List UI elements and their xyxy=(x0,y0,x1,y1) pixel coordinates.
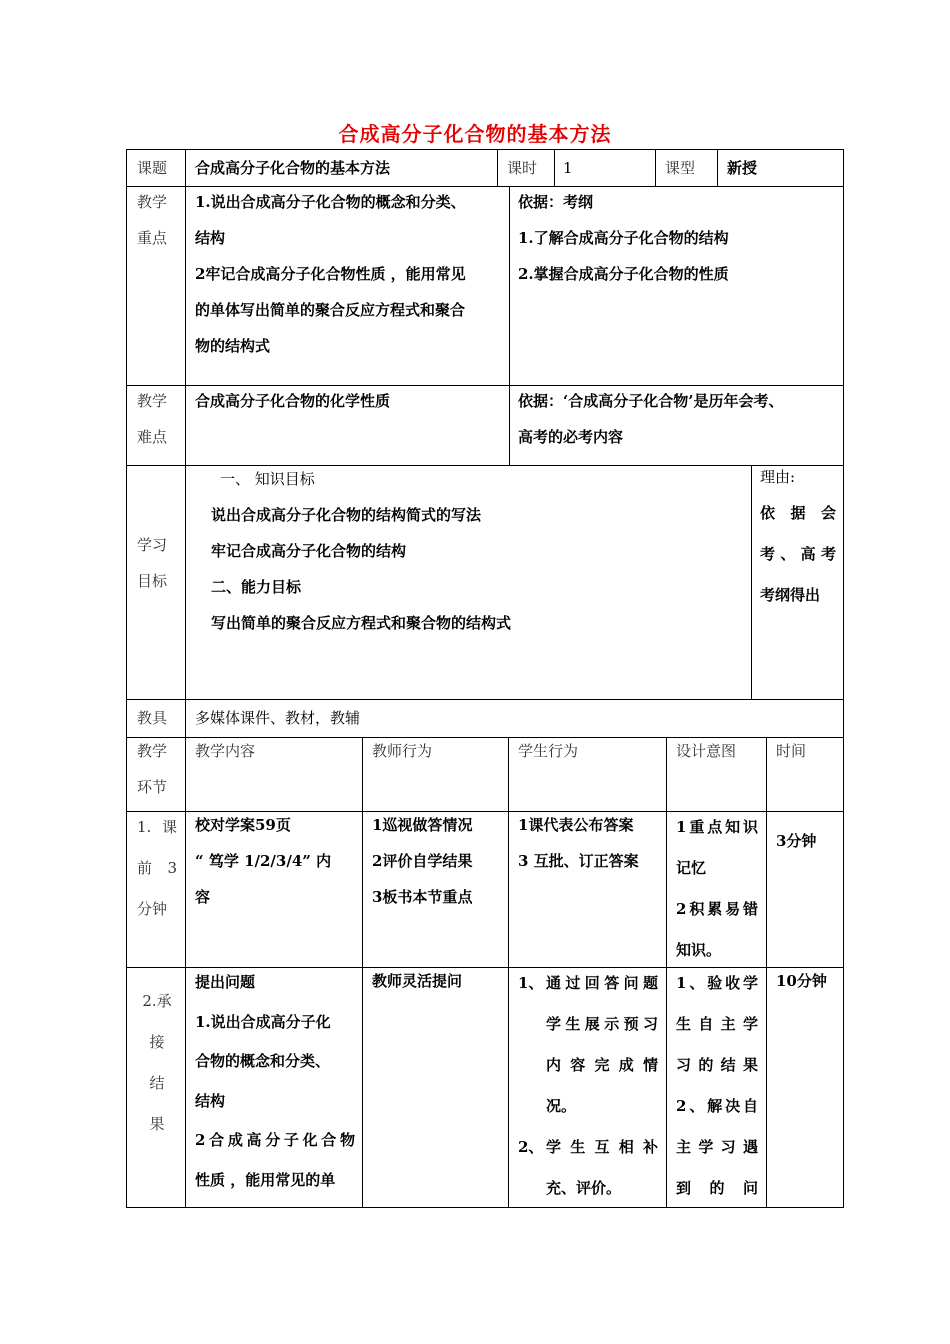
difficulties-content: 合成高分子化合物的化学性质 xyxy=(195,392,391,410)
step1-time: 3分钟 xyxy=(776,832,817,850)
step2-student-numbers: 1、 2、 xyxy=(518,974,544,1156)
difficulties-label: 教学 难点 xyxy=(137,392,168,446)
step2-teacher: 教师灵活提问 xyxy=(372,972,463,990)
period-value: 1 xyxy=(563,159,573,177)
step2-intent: 1、验收学 生自主学 习的结果 2、解决自 主学习遇 到的问 xyxy=(676,974,758,1197)
key-points-label: 教学 重点 xyxy=(137,193,168,247)
step1-teacher: 1巡视做答情况 2评价自学结果 3板书本节重点 xyxy=(372,816,473,906)
step1-student: 1课代表公布答案 3 互批、订正答案 xyxy=(518,816,639,870)
step1-stage: 1. 课 前 3 分钟 xyxy=(137,818,177,918)
goals-reason: 理由: 依据会 考、高考 考纲得出 xyxy=(760,468,836,604)
step2-content: 提出问题 1.说出合成高分子化 合物的概念和分类、 结构 2合成高分子化合物 性质 ，能用常见的单 xyxy=(195,973,355,1189)
subject-value: 合成高分子化合物的基本方法 xyxy=(195,159,391,177)
goals-label: 学习 目标 xyxy=(137,536,168,590)
tools-value: 多媒体课件、教材，教辅 xyxy=(195,709,361,727)
stage-header: 教学 环节 xyxy=(137,742,168,796)
lesson-type-label: 课型 xyxy=(665,159,696,177)
goals-content: 一、 知识目标 说出合成高分子化合物的结构简式的写法 牢记合成高分子化合物的结构 二、能力目标 写出简单的聚合反应方程式和聚合物的结构式 xyxy=(211,470,512,632)
teacher-header: 教师行为 xyxy=(372,742,433,760)
step2-student: 通过回答问题 学生展示预习 内容完成情 况。 学生互相补 充、评价。 xyxy=(546,974,658,1197)
period-label: 课时 xyxy=(507,159,538,177)
content-header: 教学内容 xyxy=(195,742,256,760)
difficulties-basis: 依据：‘合成高分子化合物’是历年会考、 高考的必考内容 xyxy=(518,392,784,446)
student-header: 学生行为 xyxy=(518,742,579,760)
step1-content: 校对学案59页 “ 笃学 1/2/3/4” 内 容 xyxy=(195,816,332,906)
key-points-basis: 依据：考纲 1.了解合成高分子化合物的结构 2.掌握合成高分子化合物的性质 xyxy=(518,193,729,283)
lesson-type-value: 新授 xyxy=(727,159,758,177)
key-points-content: 1.说出合成高分子化合物的概念和分类、 结构 2牢记合成高分子化合物性质 ，能用常见 的单体写出简单的聚合反应方程式和聚合 物的结构式 xyxy=(195,193,466,355)
step2-time: 10分钟 xyxy=(776,972,827,990)
subject-label: 课题 xyxy=(137,159,168,177)
step1-intent: 1重点知识 记忆 2积累易错 知识。 xyxy=(676,818,758,959)
intent-header: 设计意图 xyxy=(676,742,737,760)
time-header: 时间 xyxy=(776,742,807,760)
step2-stage: 2.承 接 结 果 xyxy=(142,992,172,1133)
tools-label: 教具 xyxy=(137,709,168,727)
page-title: 合成高分子化合物的基本方法 xyxy=(338,122,612,146)
